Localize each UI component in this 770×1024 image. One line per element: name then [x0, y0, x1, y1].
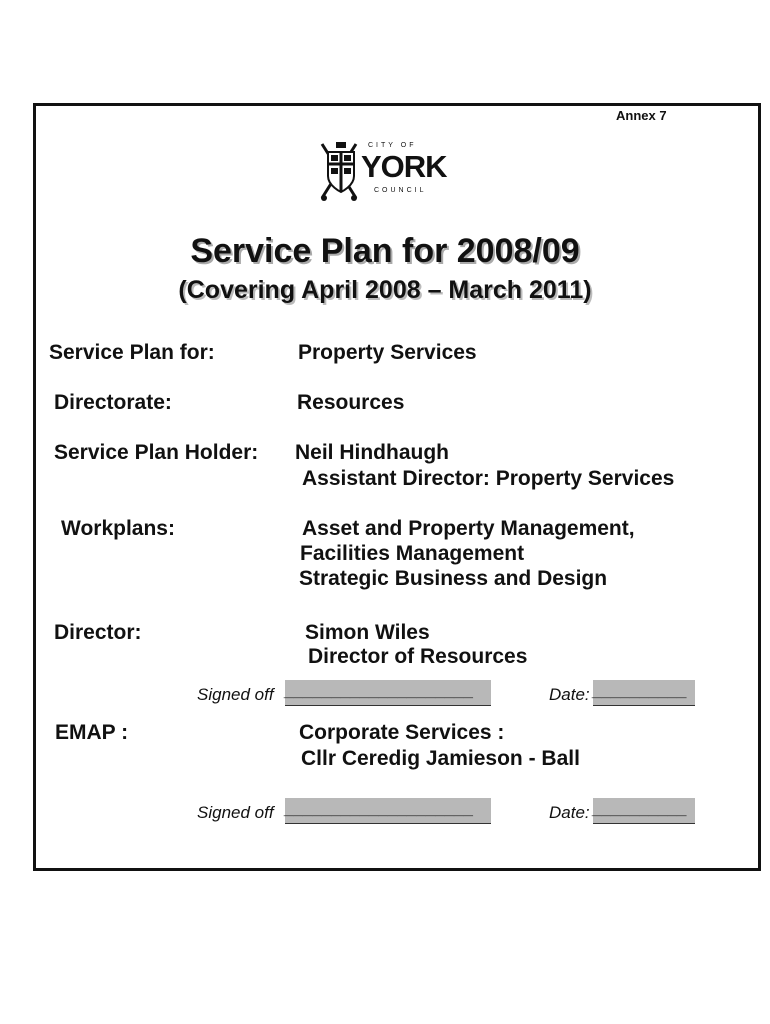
date-line[interactable]: __________: [593, 799, 688, 818]
date-line[interactable]: __________: [593, 681, 688, 700]
workplan-item: Asset and Property Management,: [302, 517, 635, 540]
emap-line-2: Cllr Ceredig Jamieson - Ball: [301, 747, 580, 770]
signed-off-label: Signed off: [197, 685, 274, 704]
service-plan-for-value: Property Services: [298, 341, 477, 364]
coat-of-arms-icon: [316, 138, 364, 204]
logo-city-of: CITY OF: [368, 142, 417, 149]
annex-label: Annex 7: [616, 108, 667, 123]
workplans-label: Workplans:: [61, 517, 175, 540]
date-label: Date:: [549, 685, 590, 704]
emap-label: EMAP :: [55, 721, 129, 744]
workplan-item: Strategic Business and Design: [299, 567, 608, 590]
signed-off-line[interactable]: ____________________: [285, 799, 475, 818]
logo-york: YORK: [361, 149, 447, 184]
director-name: Simon Wiles: [305, 621, 430, 644]
page-title: Service Plan for 2008/09: [190, 232, 580, 270]
signed-off-label: Signed off: [197, 803, 274, 822]
date-label: Date:: [549, 803, 590, 822]
director-role: Director of Resources: [308, 645, 528, 668]
emap-line-1: Corporate Services :: [299, 721, 505, 744]
director-label: Director:: [54, 621, 142, 644]
workplan-item: Facilities Management: [300, 542, 525, 565]
signed-off-line[interactable]: ____________________: [285, 681, 475, 700]
directorate-label: Directorate:: [54, 391, 172, 414]
holder-name: Neil Hindhaugh: [295, 441, 449, 464]
page-subtitle: (Covering April 2008 – March 2011): [178, 276, 592, 304]
service-plan-for-label: Service Plan for:: [49, 341, 215, 364]
logo-council: COUNCIL: [374, 187, 427, 194]
holder-role: Assistant Director: Property Services: [302, 467, 675, 490]
york-council-logo: [316, 138, 456, 204]
holder-label: Service Plan Holder:: [54, 441, 259, 464]
directorate-value: Resources: [297, 391, 405, 414]
